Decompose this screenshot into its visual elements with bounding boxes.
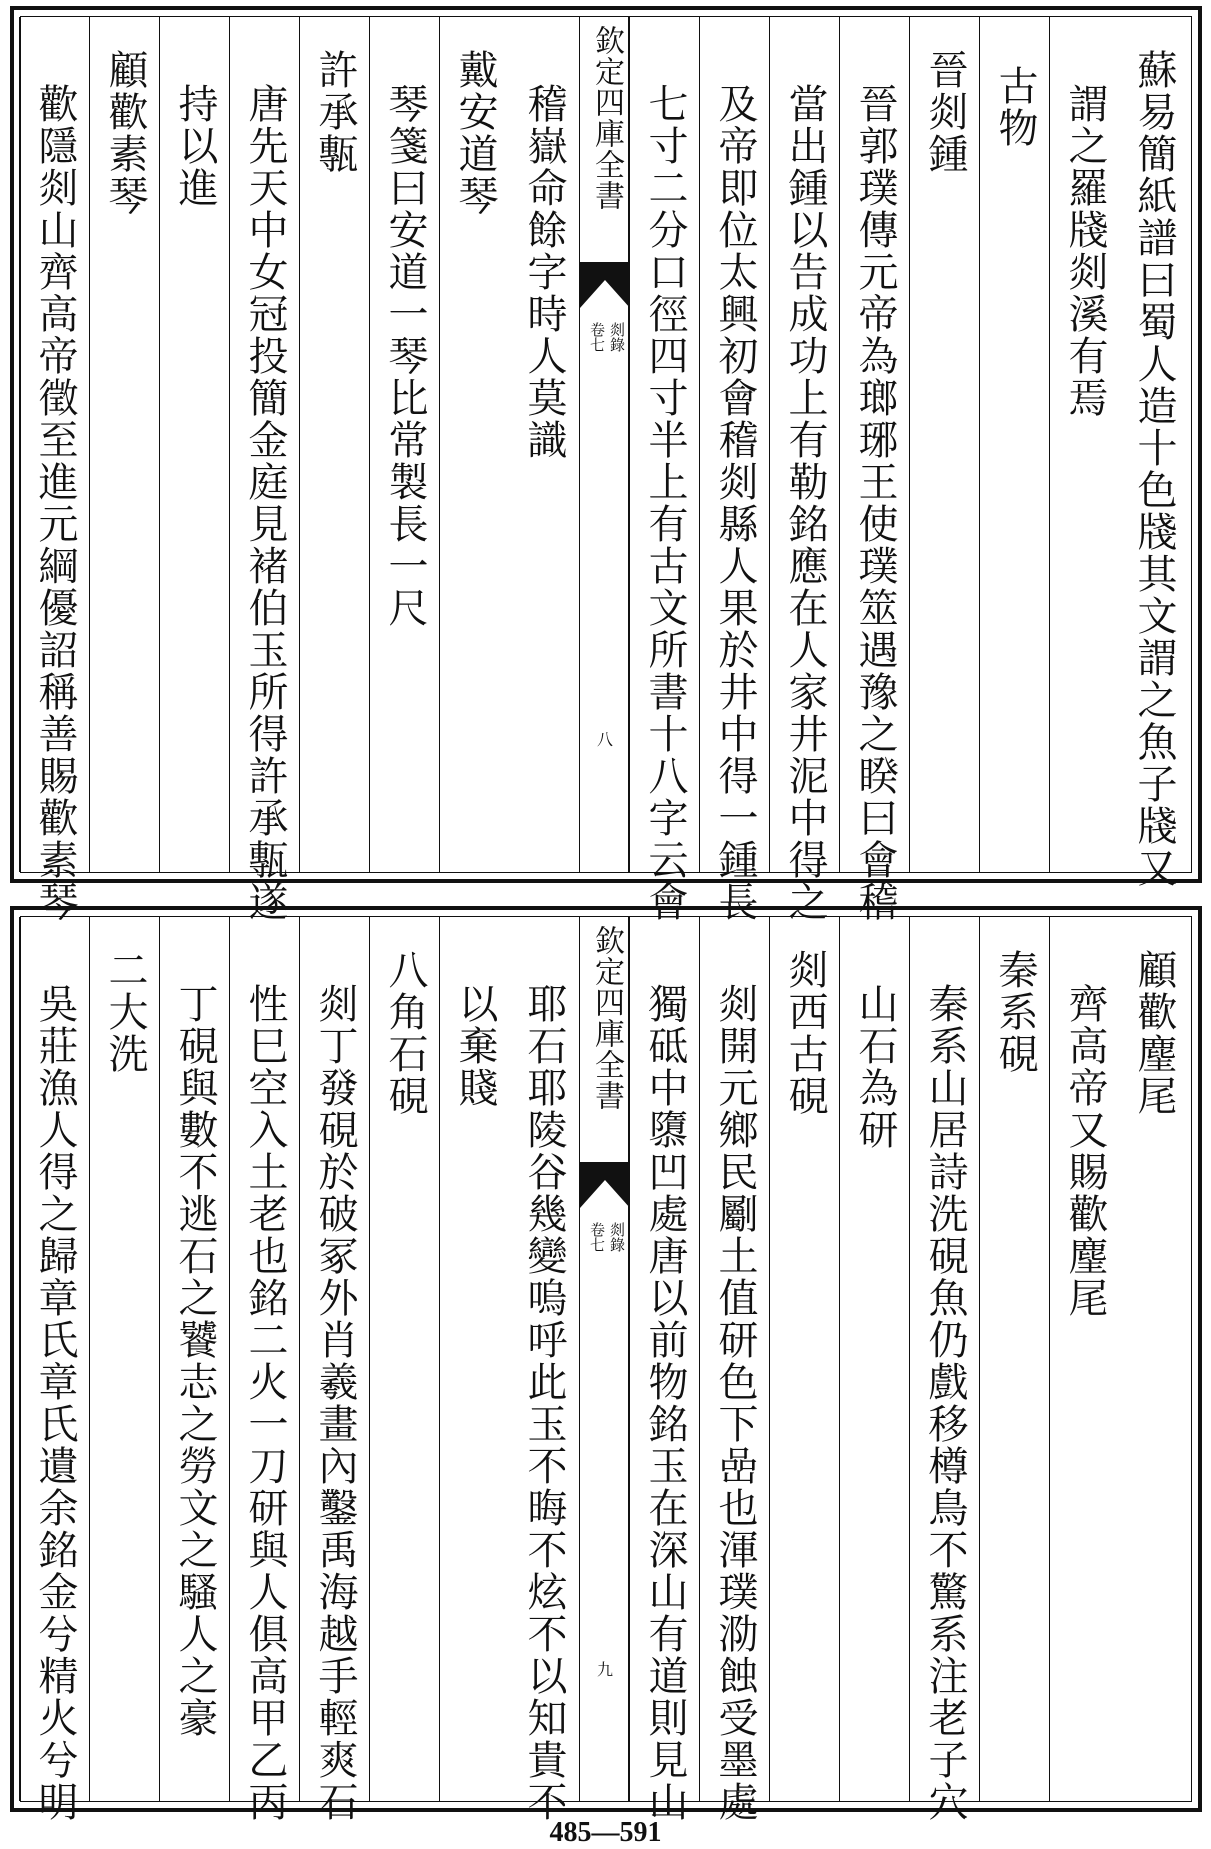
column-text: 古物 bbox=[992, 65, 1038, 149]
column-text: 晉郭璞傳元帝為瑯琊王使璞筮遇豫之睽曰會稽 bbox=[852, 83, 898, 923]
fishtail-mark bbox=[580, 262, 630, 308]
column-text: 唐先天中女冠投簡金庭見褚伯玉所得許承甎遂 bbox=[242, 83, 288, 923]
column-text: 吳莊漁人得之歸章氏章氏遺余銘金兮精火兮明 bbox=[32, 983, 78, 1823]
column-text: 剡丁發硯於破冢外肖羲畫內鑿禹海越手輕爽石 bbox=[312, 983, 358, 1823]
text-column bbox=[769, 917, 839, 1801]
column-text: 顧歡麈尾 bbox=[1131, 949, 1177, 1117]
text-column bbox=[229, 17, 299, 923]
text-column bbox=[1049, 917, 1119, 1801]
text-column bbox=[159, 917, 229, 1801]
text-column bbox=[159, 17, 229, 872]
top-page-frame bbox=[10, 6, 1202, 923]
column-text: 晉剡鍾 bbox=[922, 49, 968, 175]
top-page-inner-border bbox=[20, 16, 1192, 923]
book-title: 欽定四庫全書 bbox=[589, 25, 624, 211]
column-text: 及帝即位太興初會稽剡縣人果於井中得一鍾長 bbox=[712, 83, 758, 923]
column-text: 秦系山居詩洗硯魚仍戲移樽鳥不驚系注老子穴 bbox=[922, 983, 968, 1823]
text-column bbox=[229, 917, 299, 1823]
column-text: 齊高帝又賜歡麈尾 bbox=[1062, 983, 1108, 1319]
column-text: 琴箋曰安道一琴比常製長一尺 bbox=[382, 83, 428, 629]
leaf-number: 八 bbox=[596, 730, 613, 749]
leaf-number: 九 bbox=[596, 1660, 613, 1679]
column-text: 戴安道琴 bbox=[452, 49, 498, 217]
text-column bbox=[369, 917, 439, 1801]
text-column bbox=[509, 17, 579, 872]
text-column bbox=[629, 17, 699, 923]
text-column bbox=[19, 17, 89, 923]
column-text: 山石為研 bbox=[852, 983, 898, 1151]
column-text: 當出鍾以告成功上有勒銘應在人家井泥中得之 bbox=[782, 83, 828, 923]
chapter-name: 剡錄 bbox=[608, 322, 626, 352]
text-column bbox=[629, 917, 699, 1823]
column-text: 稽嶽命餘字時人莫識 bbox=[521, 83, 567, 461]
text-column bbox=[839, 917, 909, 1801]
text-column bbox=[979, 17, 1049, 872]
text-column bbox=[439, 917, 509, 1801]
bottom-page-inner-border bbox=[20, 916, 1192, 1823]
column-text: 秦系硯 bbox=[992, 949, 1038, 1075]
text-column bbox=[909, 17, 979, 872]
column-text: 七寸二分口徑四寸半上有古文所書十八字云會 bbox=[642, 83, 688, 923]
text-column bbox=[1049, 17, 1119, 872]
page-code: 485—591 bbox=[549, 1817, 662, 1848]
center-gutter bbox=[579, 917, 629, 1801]
column-text: 剡西古硯 bbox=[782, 949, 828, 1117]
text-column bbox=[909, 917, 979, 1823]
text-column bbox=[699, 17, 769, 923]
bottom-page-frame bbox=[10, 906, 1202, 1823]
text-column bbox=[299, 917, 369, 1823]
text-column bbox=[369, 17, 439, 872]
column-text: 顧歡素琴 bbox=[102, 49, 148, 217]
column-text: 剡開元鄉民劚土值研色下嵒也渾璞泐蝕受墨處 bbox=[712, 983, 758, 1823]
center-gutter bbox=[579, 17, 629, 872]
column-text: 謂之羅牋剡溪有焉 bbox=[1062, 83, 1108, 419]
column-text: 許承甎 bbox=[312, 49, 358, 175]
column-text: 二大洗 bbox=[102, 949, 148, 1075]
text-column bbox=[769, 17, 839, 923]
column-text: 蘇易簡紙譜曰蜀人造十色牋其文謂之魚子牋又 bbox=[1131, 49, 1177, 889]
text-column bbox=[439, 17, 509, 872]
column-text: 性巳空入土老也銘二火一刀研與人俱高甲乙丙 bbox=[242, 983, 288, 1823]
column-text: 耶石耶陵谷幾變嗚呼此玉不晦不炫不以知貴不 bbox=[521, 983, 567, 1823]
text-column bbox=[839, 17, 909, 923]
column-text: 八角石硯 bbox=[382, 949, 428, 1117]
text-column bbox=[699, 917, 769, 1823]
column-text: 歡隱剡山齊高帝徵至進元綱優詔稱善賜歡素琴 bbox=[32, 83, 78, 923]
text-column bbox=[299, 17, 369, 872]
column-text: 丁硯與數不逃石之饕志之勞文之騷人之豪 bbox=[172, 983, 218, 1739]
chapter-name: 剡錄 bbox=[608, 1222, 626, 1252]
text-column bbox=[89, 17, 159, 872]
column-text: 獨砥中隳凹處唐以前物銘玉在深山有道則見山 bbox=[642, 983, 688, 1823]
text-column bbox=[1119, 917, 1189, 1801]
text-column bbox=[509, 917, 579, 1823]
book-title: 欽定四庫全書 bbox=[589, 925, 624, 1111]
column-text: 以棄賤 bbox=[452, 983, 498, 1109]
volume-number: 卷七 bbox=[588, 1222, 606, 1252]
text-column bbox=[19, 917, 89, 1823]
volume-number: 卷七 bbox=[588, 322, 606, 352]
text-column bbox=[979, 917, 1049, 1801]
text-column bbox=[89, 917, 159, 1801]
fishtail-mark bbox=[580, 1162, 630, 1208]
column-text: 持以進 bbox=[172, 83, 218, 209]
text-column bbox=[1119, 17, 1189, 889]
